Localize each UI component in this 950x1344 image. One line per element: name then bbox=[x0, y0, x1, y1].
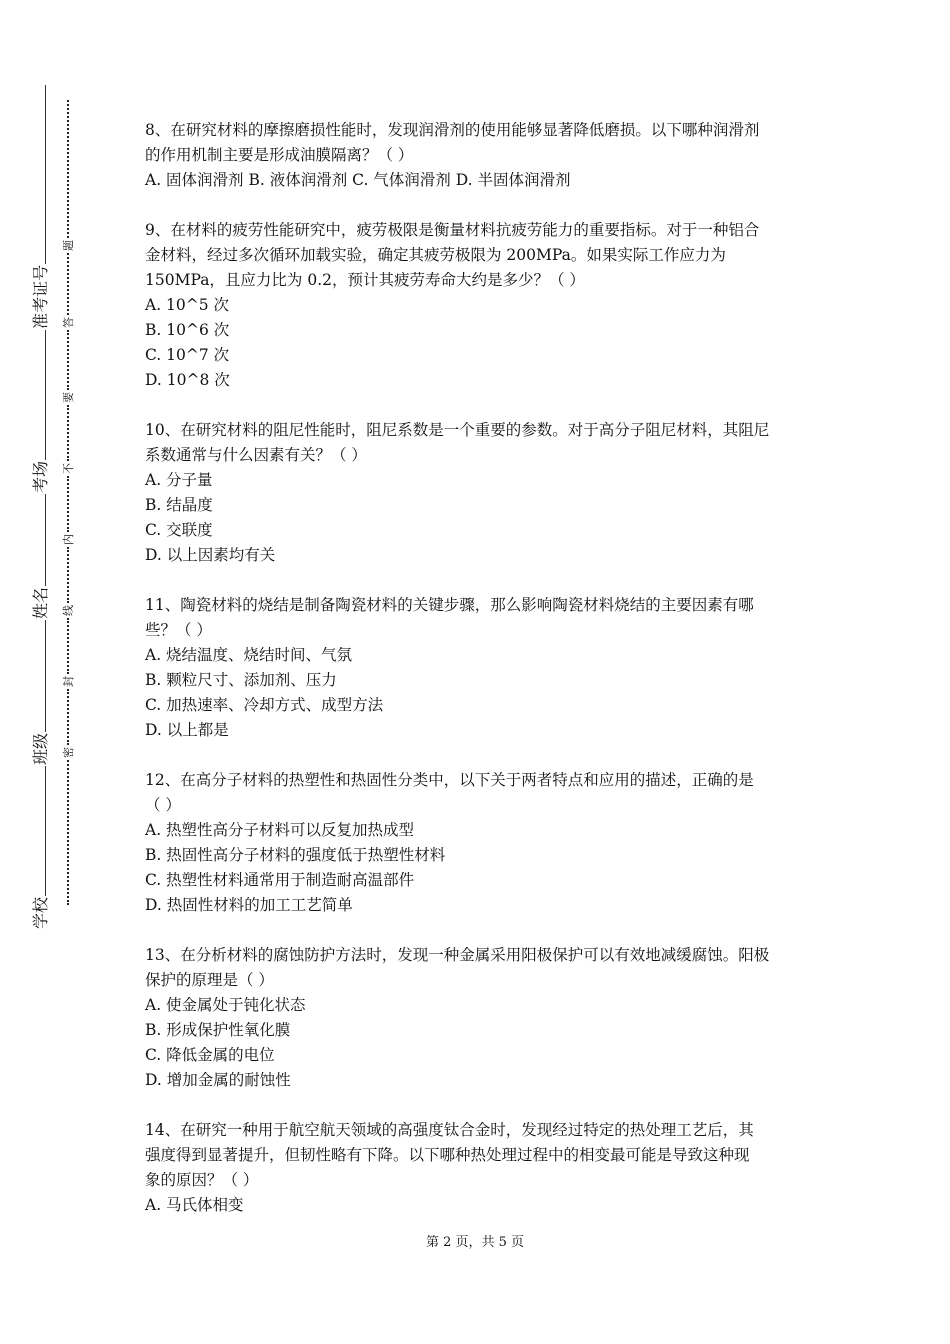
seal-char: 密 bbox=[62, 747, 75, 758]
answer-option: A. 热塑性高分子材料可以反复加热成型 bbox=[145, 821, 415, 839]
question-text: 13、在分析材料的腐蚀防护方法时，发现一种金属采用阳极保护可以有效地减缓腐蚀。阳极 bbox=[145, 946, 770, 964]
seal-char: 不 bbox=[62, 463, 75, 474]
dotted-segment bbox=[67, 100, 69, 238]
answer-option: A. 使金属处于钝化状态 bbox=[145, 996, 306, 1014]
question-text: 系数通常与什么因素有关？（ ） bbox=[145, 446, 367, 464]
question bbox=[145, 943, 815, 1093]
seal-char: 内 bbox=[62, 534, 75, 545]
answer-option: C. 加热速率、冷却方式、成型方法 bbox=[145, 696, 384, 714]
class-label: 班级 bbox=[30, 732, 50, 765]
seal-char: 题 bbox=[62, 240, 75, 251]
dotted-segment bbox=[67, 618, 69, 674]
answer-option: B. 10^6 次 bbox=[145, 321, 230, 339]
page-number: 第 2 页，共 5 页 bbox=[425, 1235, 525, 1250]
dotted-segment bbox=[67, 253, 69, 315]
answer-option: B. 热固性高分子材料的强度低于热塑性材料 bbox=[145, 846, 446, 864]
seal-char: 要 bbox=[62, 392, 75, 403]
answer-option: D. 以上都是 bbox=[145, 721, 229, 739]
seal-char: 封 bbox=[62, 676, 75, 687]
question bbox=[145, 1118, 815, 1218]
question-text: （ ） bbox=[145, 796, 181, 814]
question-text: 的作用机制主要是形成油膜隔离？（ ） bbox=[145, 146, 414, 164]
dotted-segment bbox=[67, 689, 69, 745]
question-text: 10、在研究材料的阻尼性能时，阻尼系数是一个重要的参数。对于高分子阻尼材料，其阻尼 bbox=[145, 421, 770, 439]
school-label: 学校 bbox=[30, 896, 50, 929]
question-text: 12、在高分子材料的热塑性和热固性分类中，以下关于两者特点和应用的描述，正确的是 bbox=[145, 771, 754, 789]
dotted-segment bbox=[67, 547, 69, 603]
answer-option: D. 增加金属的耐蚀性 bbox=[145, 1071, 291, 1089]
question bbox=[145, 593, 815, 743]
admission-number-blank bbox=[45, 85, 46, 264]
answer-option: C. 降低金属的电位 bbox=[145, 1046, 275, 1064]
question-text: 150MPa，且应力比为 0.2，预计其疲劳寿命大约是多少？（ ） bbox=[145, 271, 585, 289]
question bbox=[145, 418, 815, 568]
dotted-segment bbox=[67, 405, 69, 461]
answer-option: B. 形成保护性氧化膜 bbox=[145, 1021, 291, 1039]
question-text: 9、在材料的疲劳性能研究中，疲劳极限是衡量材料抗疲劳能力的重要指标。对于一种铝合 bbox=[145, 221, 760, 239]
name-blank bbox=[45, 494, 46, 586]
answer-option: A. 分子量 bbox=[145, 471, 213, 489]
answer-option: B. 结晶度 bbox=[145, 496, 213, 514]
exam-room-label: 考场 bbox=[30, 460, 50, 493]
student-info-binding bbox=[24, 85, 54, 930]
answer-option: C. 交联度 bbox=[145, 521, 213, 539]
exam-room-blank bbox=[45, 330, 46, 460]
class-blank bbox=[45, 620, 46, 732]
question bbox=[145, 218, 815, 393]
question-text: 强度得到显著提升，但韧性略有下降。以下哪种热处理过程中的相变最可能是导致这种现 bbox=[145, 1146, 750, 1164]
answer-option: C. 热塑性材料通常用于制造耐高温部件 bbox=[145, 871, 415, 889]
answer-option: A. 固体润滑剂 B. 液体润滑剂 C. 气体润滑剂 D. 半固体润滑剂 bbox=[145, 171, 571, 189]
seal-char: 答 bbox=[62, 317, 75, 328]
answer-option: C. 10^7 次 bbox=[145, 346, 230, 364]
answer-option: D. 热固性材料的加工工艺简单 bbox=[145, 896, 353, 914]
name-label: 姓名 bbox=[30, 586, 50, 619]
dotted-segment bbox=[67, 476, 69, 532]
dotted-segment bbox=[67, 330, 69, 390]
question-text: 14、在研究一种用于航空航天领域的高强度钛合金时，发现经过特定的热处理工艺后，其 bbox=[145, 1121, 754, 1139]
answer-option: A. 10^5 次 bbox=[145, 296, 230, 314]
question-text: 金材料，经过多次循环加载实验，确定其疲劳极限为 200MPa。如果实际工作应力为 bbox=[145, 246, 726, 264]
question bbox=[145, 118, 815, 193]
question-text: 8、在研究材料的摩擦磨损性能时，发现润滑剂的使用能够显著降低磨损。以下哪种润滑剂 bbox=[145, 121, 760, 139]
question bbox=[145, 768, 815, 918]
question-text: 保护的原理是（ ） bbox=[145, 971, 274, 989]
admission-number-label: 准考证号 bbox=[30, 264, 50, 329]
answer-option: A. 烧结温度、烧结时间、气氛 bbox=[145, 646, 353, 664]
seal-line bbox=[60, 100, 76, 905]
question-text: 象的原因？（ ） bbox=[145, 1171, 259, 1189]
question-text: 11、陶瓷材料的烧结是制备陶瓷材料的关键步骤，那么影响陶瓷材料烧结的主要因素有哪 bbox=[145, 596, 754, 614]
answer-option: B. 颗粒尺寸、添加剂、压力 bbox=[145, 671, 337, 689]
dotted-segment bbox=[67, 760, 69, 905]
question-text: 些？（ ） bbox=[145, 621, 212, 639]
question-list bbox=[145, 118, 815, 1243]
answer-option: D. 以上因素均有关 bbox=[145, 546, 276, 564]
answer-option: D. 10^8 次 bbox=[145, 371, 230, 389]
school-blank bbox=[45, 766, 46, 896]
answer-option: A. 马氏体相变 bbox=[145, 1196, 244, 1214]
seal-char: 线 bbox=[62, 605, 75, 616]
